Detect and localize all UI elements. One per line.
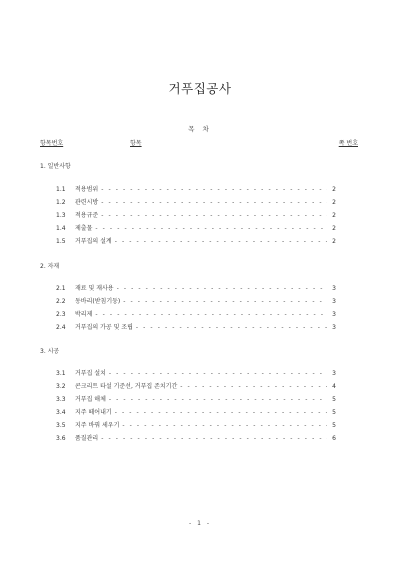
toc-row-number: 2.3 bbox=[56, 311, 66, 318]
page-number: - 1 - bbox=[189, 520, 211, 527]
toc-row-label: 관련시방 bbox=[75, 199, 99, 206]
toc-row-page: 6 bbox=[332, 435, 336, 442]
dot-leader bbox=[115, 409, 327, 416]
toc-row[interactable] bbox=[56, 368, 336, 377]
dot-leader bbox=[101, 212, 327, 219]
toc-row-page: 2 bbox=[332, 238, 336, 245]
document-title: 거푸집공사 bbox=[168, 81, 232, 96]
dot-leader bbox=[123, 298, 327, 305]
toc-row[interactable] bbox=[56, 420, 336, 429]
toc-row-page: 3 bbox=[332, 298, 336, 305]
toc-row-label: 지주 떼어내기 bbox=[75, 409, 112, 416]
toc-row-page: 3 bbox=[332, 285, 336, 292]
toc-row-page: 2 bbox=[332, 212, 336, 219]
toc-row-label: 거푸집 해체 bbox=[75, 396, 106, 403]
toc-row-page: 2 bbox=[332, 186, 336, 193]
toc-row-page: 5 bbox=[332, 422, 336, 429]
toc-row-number: 1.3 bbox=[56, 212, 66, 219]
toc-row-number: 1.5 bbox=[56, 238, 66, 245]
toc-row-label: 콘크리트 타설 기준선, 거푸집 존치기간 bbox=[75, 383, 178, 390]
toc-row-page: 2 bbox=[332, 199, 336, 206]
toc-row-number: 2.2 bbox=[56, 298, 66, 305]
toc-row[interactable] bbox=[56, 210, 336, 219]
toc-row-number: 3.3 bbox=[56, 396, 66, 403]
toc-row-label: 품질관리 bbox=[75, 435, 99, 442]
section-title: 1. 일반사항 bbox=[40, 163, 71, 170]
column-header-number: 항목번호 bbox=[40, 140, 64, 147]
dot-leader bbox=[95, 225, 327, 232]
toc-row-page: 2 bbox=[332, 225, 336, 232]
dot-leader bbox=[122, 422, 327, 429]
dot-leader bbox=[101, 199, 327, 206]
toc-row-label: 적용규준 bbox=[75, 212, 99, 219]
toc-row[interactable] bbox=[56, 197, 336, 206]
toc-row-label: 거푸집의 가공 및 조립 bbox=[75, 324, 133, 331]
dot-leader bbox=[115, 238, 327, 245]
column-header-item: 항목 bbox=[130, 140, 142, 147]
dot-leader bbox=[101, 186, 327, 193]
toc-row[interactable] bbox=[56, 283, 336, 292]
toc-row[interactable] bbox=[56, 296, 336, 305]
toc-row[interactable] bbox=[56, 381, 336, 390]
toc-row[interactable] bbox=[56, 394, 336, 403]
dot-leader bbox=[180, 383, 327, 390]
toc-row-label: 적용범위 bbox=[75, 186, 99, 193]
toc-row-number: 1.2 bbox=[56, 199, 66, 206]
toc-row-number: 3.1 bbox=[56, 370, 66, 377]
toc-row[interactable] bbox=[56, 223, 336, 232]
toc-row-label: 지주 바꿔 세우기 bbox=[75, 422, 120, 429]
toc-row-number: 3.4 bbox=[56, 409, 66, 416]
toc-row-page: 4 bbox=[332, 383, 336, 390]
section-title: 2. 자재 bbox=[40, 263, 60, 270]
toc-row-page: 3 bbox=[332, 324, 336, 331]
toc-row-number: 1.4 bbox=[56, 225, 66, 232]
toc-row-number: 2.4 bbox=[56, 324, 66, 331]
dot-leader bbox=[136, 324, 327, 331]
toc-row[interactable] bbox=[56, 322, 336, 331]
dot-leader bbox=[101, 435, 327, 442]
toc-row-label: 거푸집 설치 bbox=[75, 370, 106, 377]
toc-row-number: 3.5 bbox=[56, 422, 66, 429]
toc-row[interactable] bbox=[56, 236, 336, 245]
toc-row[interactable] bbox=[56, 309, 336, 318]
toc-row-number: 1.1 bbox=[56, 186, 66, 193]
toc-row-page: 3 bbox=[332, 311, 336, 318]
toc-row-label: 박리제 bbox=[75, 311, 93, 318]
section-title: 3. 시공 bbox=[40, 348, 60, 355]
dot-leader bbox=[95, 311, 327, 318]
toc-row[interactable] bbox=[56, 407, 336, 416]
toc-row-number: 3.6 bbox=[56, 435, 66, 442]
toc-row-label: 동바리(받침기둥) bbox=[75, 298, 121, 305]
toc-row[interactable] bbox=[56, 433, 336, 442]
toc-row-label: 거푸집의 설계 bbox=[75, 238, 112, 245]
toc-row-label: 제출물 bbox=[75, 225, 93, 232]
toc-row-number: 3.2 bbox=[56, 383, 66, 390]
dot-leader bbox=[109, 396, 327, 403]
toc-row-page: 5 bbox=[332, 409, 336, 416]
dot-leader bbox=[109, 370, 327, 377]
toc-row-number: 2.1 bbox=[56, 285, 66, 292]
toc-heading: 목 차 bbox=[188, 125, 212, 133]
toc-row-page: 3 bbox=[332, 370, 336, 377]
toc-row[interactable] bbox=[56, 184, 336, 193]
column-header-page: 쪽 번호 bbox=[338, 140, 358, 147]
toc-row-label: 재료 및 재사용 bbox=[75, 285, 114, 292]
dot-leader bbox=[117, 285, 327, 292]
toc-row-page: 5 bbox=[332, 396, 336, 403]
